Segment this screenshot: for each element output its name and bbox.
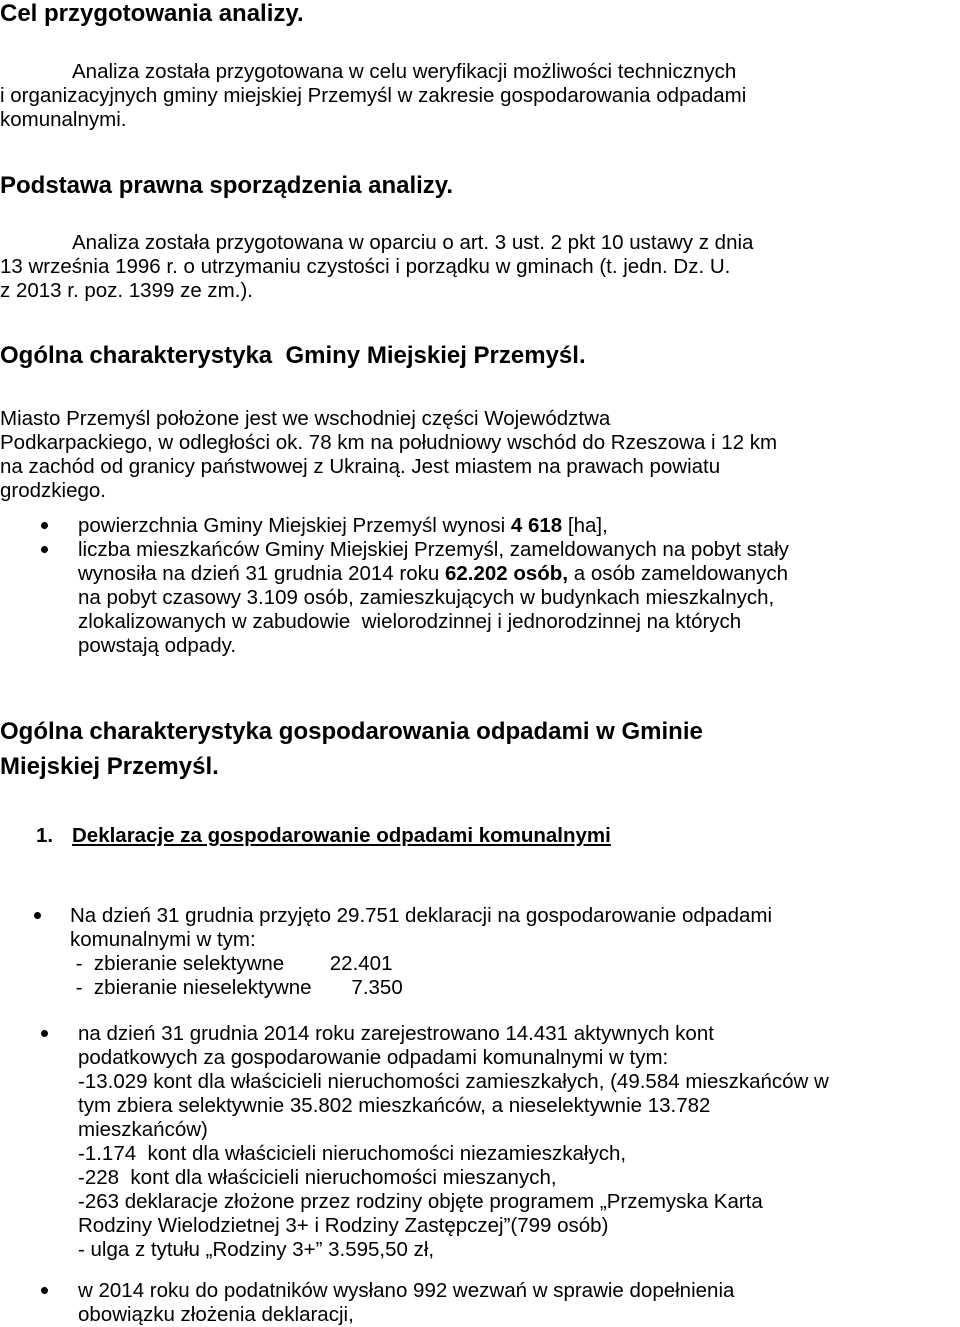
section-title-legal-basis: Podstawa prawna sporządzenia analizy. (0, 172, 454, 199)
declarations-line-1: Na dzień 31 grudnia przyjęto 29.751 deklaracji na gospodarowanie odpadami (70, 904, 773, 927)
area-value: 4 618 (510, 514, 563, 537)
char-line-1: Miasto Przemyśl położone jest we wschodniej części Województwa (0, 407, 611, 430)
population-line-1: liczba mieszkańców Gminy Miejskiej Przemyśl, zameldowanych na pobyt stały (78, 538, 789, 561)
accounts-line-4: tym zbiera selektywnie 35.802 mieszkańców, a nieselektywnie 13.782 (78, 1094, 711, 1117)
section-title-characteristics: Ogólna charakterystyka Gminy Miejskiej Przemyśl. (0, 342, 586, 369)
section-title-purpose: Cel przygotowania analizy. (0, 0, 304, 27)
area-pre: powierzchnia Gminy Miejskiej Przemyśl wynosi (78, 514, 511, 537)
accounts-line-8: -263 deklaracje złożone przez rodziny objęte programem „Przemyska Karta (78, 1190, 763, 1213)
declarations-selective: - zbieranie selektywne 22.401 (70, 952, 393, 975)
legal-line-1: Analiza została przygotowana w oparciu o art. 3 ust. 2 pkt 10 ustawy z dnia (72, 231, 754, 254)
purpose-line-3: komunalnymi. (0, 108, 127, 131)
accounts-line-1: na dzień 31 grudnia 2014 roku zarejestrowano 14.431 aktywnych kont (78, 1022, 714, 1045)
population-line-3: na pobyt czasowy 3.109 osób, zamieszkujących w budynkach mieszkalnych, (78, 586, 775, 609)
bullet-icon (41, 1030, 48, 1037)
legal-line-2: 13 września 1996 r. o utrzymaniu czystości i porządku w gminach (t. jedn. Dz. U. (0, 255, 731, 278)
bullet-icon (41, 522, 48, 529)
population-pre: wynosiła na dzień 31 grudnia 2014 roku (78, 562, 445, 585)
section-title-waste-management-2: Miejskiej Przemyśl. (0, 753, 219, 780)
area-post: [ha], (562, 514, 608, 537)
population-line-5: powstają odpady. (78, 634, 237, 657)
bullet-icon (34, 912, 41, 919)
population-value: 62.202 osób, (444, 562, 569, 585)
char-line-3: na zachód od granicy państwowej z Ukrainą. Jest miastem na prawach powiatu (0, 455, 721, 478)
population-line-4: zlokalizowanych w zabudowie wielorodzinnej i jednorodzinnej na których (78, 610, 742, 633)
accounts-line-3: -13.029 kont dla właścicieli nieruchomości zamieszkałych, (49.584 mieszkańców w (78, 1070, 829, 1093)
accounts-line-2: podatkowych za gospodarowanie odpadami komunalnymi w tym: (78, 1046, 669, 1069)
bullet-icon (41, 1287, 48, 1294)
char-line-4: grodzkiego. (0, 479, 106, 502)
declarations-nonselective: - zbieranie nieselektywne 7.350 (70, 976, 403, 999)
bullet-icon (41, 546, 48, 553)
char-line-2: Podkarpackiego, w odległości ok. 78 km na południowy wschód do Rzeszowa i 12 km (0, 431, 778, 454)
summons-line-2: obowiązku złożenia deklaracji, (78, 1303, 354, 1326)
area-bullet-text (78, 514, 608, 538)
accounts-line-7: -228 kont dla właścicieli nieruchomości mieszanych, (78, 1166, 557, 1189)
declarations-line-2: komunalnymi w tym: (70, 928, 256, 951)
section-title-waste-management: Ogólna charakterystyka gospodarowania odpadami w Gminie (0, 718, 703, 745)
accounts-line-6: -1.174 kont dla właścicieli nieruchomości niezamieszkałych, (78, 1142, 627, 1165)
population-line-2 (78, 562, 788, 586)
purpose-line-1: Analiza została przygotowana w celu weryfikacji możliwości technicznych (72, 60, 737, 83)
population-post: a osób zameldowanych (568, 562, 788, 585)
legal-line-3: z 2013 r. poz. 1399 ze zm.). (0, 279, 253, 302)
accounts-line-5: mieszkańców) (78, 1118, 208, 1141)
accounts-line-9: Rodziny Wielodzietnej 3+ i Rodziny Zastępczej”(799 osób) (78, 1214, 609, 1237)
purpose-line-2: i organizacyjnych gminy miejskiej Przemyśl w zakresie gospodarowania odpadami (0, 84, 747, 107)
accounts-line-10: - ulga z tytułu „Rodziny 3+” 3.595,50 zł, (78, 1238, 435, 1261)
subsection-number: 1. (36, 824, 54, 847)
summons-line-1: w 2014 roku do podatników wysłano 992 wezwań w sprawie dopełnienia (78, 1279, 735, 1302)
subsection-title-declarations: Deklaracje za gospodarowanie odpadami komunalnymi (72, 824, 611, 847)
